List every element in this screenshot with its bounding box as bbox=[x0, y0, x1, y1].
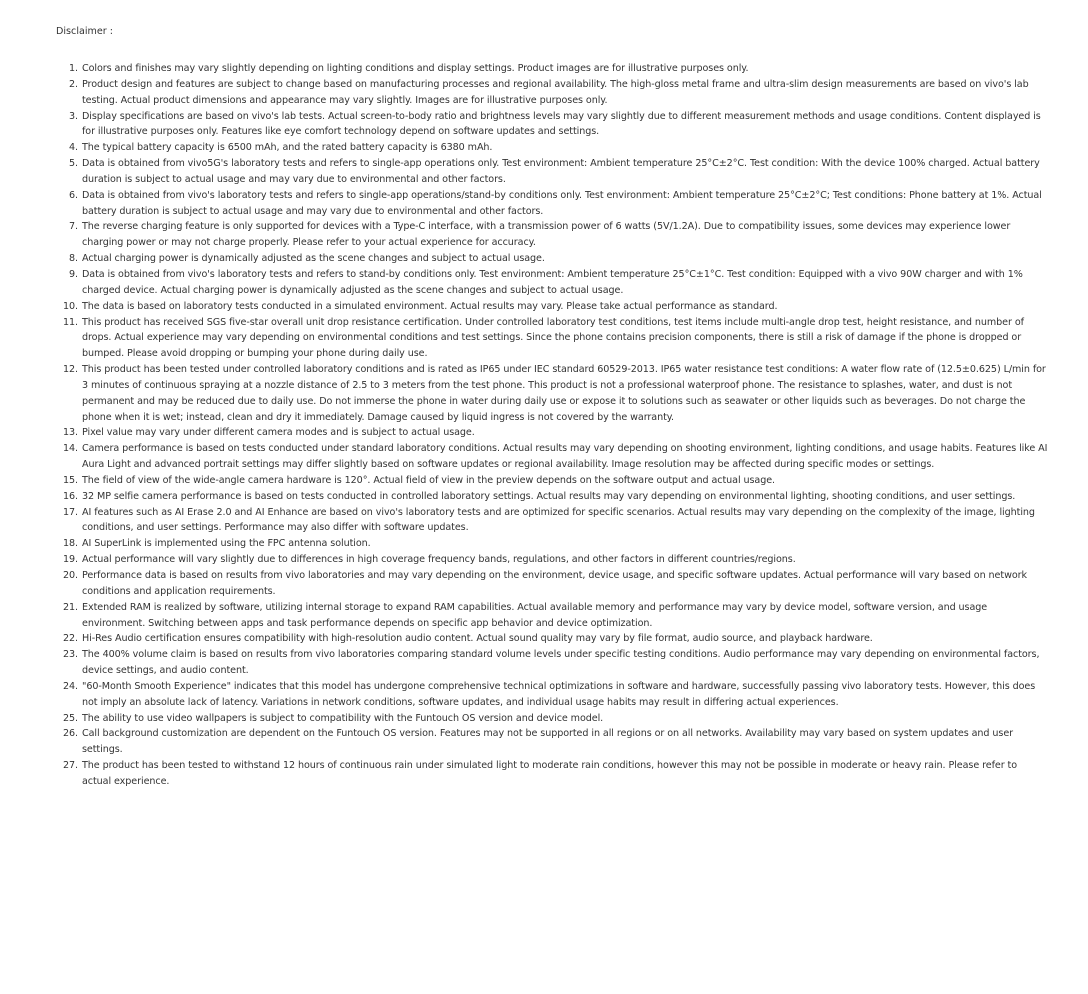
disclaimer-title: Disclaimer : bbox=[56, 26, 114, 37]
disclaimer-item-number: 3. bbox=[69, 110, 78, 122]
disclaimer-item-text: Actual performance will vary slightly due to differences in high coverage frequency bands, regulations, and other factors in different countries/regions. bbox=[82, 554, 796, 566]
disclaimer-item bbox=[56, 267, 1048, 299]
disclaimer-item-text: "60-Month Smooth Experience" indicates that this model has undergone comprehensive technical optimizations in software and hardware, successfully passing vivo laboratory tests. However, this does not imply an absolute lack of latency. Variations in network conditions, software updates, and individual usage habits may result in differing actual experiences. bbox=[82, 680, 1036, 708]
disclaimer-item-number: 1. bbox=[69, 63, 78, 74]
disclaimer-item-text: The data is based on laboratory tests conducted in a simulated environment. Actual results may vary. Please take actual performance as standard. bbox=[82, 300, 778, 312]
disclaimer-item-text: Hi-Res Audio certification ensures compatibility with high-resolution audio content. Actual sound quality may vary by file format, audio source, and playback hardware. bbox=[82, 633, 873, 645]
disclaimer-item bbox=[56, 473, 1048, 489]
disclaimer-item-number: 10. bbox=[62, 300, 78, 312]
disclaimer-item bbox=[56, 441, 1048, 473]
disclaimer-item-number: 21. bbox=[62, 601, 78, 613]
disclaimer-item-number: 5. bbox=[69, 158, 78, 170]
disclaimer-item-number: 7. bbox=[69, 221, 78, 233]
disclaimer-list bbox=[56, 61, 1048, 790]
disclaimer-item-text: Product design and features are subject to change based on manufacturing processes and regional availability. The high-gloss metal frame and ultra-slim design measurements are based on vivo's lab testing. Actual product dimensions and appearance may vary slightly. Images are for illustrative purposes only. bbox=[82, 78, 1029, 106]
disclaimer-item bbox=[56, 758, 1048, 790]
disclaimer-item-number: 17. bbox=[62, 506, 78, 518]
disclaimer-item-text: Call background customization are dependent on the Funtouch OS version. Features may not be supported in all regions or on all networks. Availability may vary based on system updates and user settings. bbox=[82, 728, 1014, 756]
disclaimer-item bbox=[56, 299, 1048, 315]
disclaimer-item-text: AI SuperLink is implemented using the FPC antenna solution. bbox=[82, 538, 371, 550]
disclaimer-item-number: 16. bbox=[62, 490, 78, 502]
disclaimer-item bbox=[56, 536, 1048, 552]
disclaimer-item-text: Data is obtained from vivo's laboratory tests and refers to single-app operations/stand-by conditions only. Test environment: Ambient temperature 25°C±2°C; Test conditions: Phone battery at 1%. Actual battery duration is subject to actual usage and may vary due to environmental and other factors. bbox=[82, 189, 1042, 217]
disclaimer-item bbox=[56, 631, 1048, 647]
disclaimer-item-number: 13. bbox=[62, 427, 78, 439]
disclaimer-item bbox=[56, 251, 1048, 267]
disclaimer-item bbox=[56, 568, 1048, 600]
disclaimer-item-number: 12. bbox=[62, 364, 78, 376]
disclaimer-item-text: AI features such as AI Erase 2.0 and AI Enhance are based on vivo's laboratory tests and are optimized for specific scenarios. Actual results may vary depending on the complexity of the image, lighting conditions, and user settings. Performance may also differ with software updates. bbox=[82, 506, 1035, 534]
disclaimer-item-text: Pixel value may vary under different camera modes and is subject to actual usage. bbox=[82, 427, 475, 439]
disclaimer-item-text: Data is obtained from vivo5G's laboratory tests and refers to single-app operations only. Test environment: Ambient temperature 25°C±2°C. Test condition: With the device 100% charged. Actual battery duration is subject to actual usage and may vary due to environmental and other factors. bbox=[82, 158, 1040, 185]
disclaimer-item-text: The reverse charging feature is only supported for devices with a Type-C interface, with a transmission power of 6 watts (5V/1.2A). Due to compatibility issues, some devices may experience lower charging power or may not charge properly. Please refer to your actual experience for accuracy. bbox=[82, 221, 1011, 249]
disclaimer-item-number: 24. bbox=[62, 680, 78, 692]
disclaimer-item-number: 8. bbox=[69, 253, 78, 265]
disclaimer-item-text: Colors and finishes may vary slightly depending on lighting conditions and display settings. Product images are for illustrative purposes only. bbox=[82, 63, 749, 74]
disclaimer-item-text: This product has been tested under controlled laboratory conditions and is rated as IP65 under IEC standard 60529-2013. IP65 water resistance test conditions: A water flow rate of (12.5±0.625) L/min for 3 minutes of continuous spraying at a nozzle distance of 2.5 to 3 meters from the test phone. This product is not a professional waterproof phone. The resistance to splashes, water, and dust is not permanent and may be reduced due to daily use. Do not immerse the phone in water during daily use or expose it to solutions such as seawater or other liquids such as beverages. Do not charge the phone when it is wet; instead, clean and dry it immediately. Damage caused by liquid ingress is not covered by the warranty. bbox=[82, 364, 1046, 423]
disclaimer-item bbox=[56, 362, 1048, 425]
disclaimer-item bbox=[56, 552, 1048, 568]
disclaimer-item-text: Display specifications are based on vivo's lab tests. Actual screen-to-body ratio and brightness levels may vary slightly due to different measurement methods and usage conditions. Content displayed is for illustrative purposes only. Features like eye comfort technology depend on software updates and settings. bbox=[82, 110, 1041, 138]
disclaimer-item-number: 14. bbox=[62, 443, 78, 455]
disclaimer-item bbox=[56, 188, 1048, 220]
disclaimer-item-text: This product has received SGS five-star overall unit drop resistance certification. Under controlled laboratory test conditions, test items include multi-angle drop test, height resistance, and number of drops. Actual experience may vary depending on environmental conditions and test settings. Since the phone contains precision components, there is still a risk of damage if the phone is dropped or bumped. Please avoid dropping or bumping your phone during daily use. bbox=[82, 316, 1024, 360]
disclaimer-item bbox=[56, 505, 1048, 537]
disclaimer-item-text: The ability to use video wallpapers is subject to compatibility with the Funtouch OS version and device model. bbox=[82, 712, 604, 724]
disclaimer-item-number: 11. bbox=[62, 316, 78, 328]
disclaimer-item-number: 23. bbox=[62, 649, 78, 661]
disclaimer-item-number: 4. bbox=[69, 142, 78, 154]
disclaimer-item bbox=[56, 679, 1048, 711]
disclaimer-item-number: 27. bbox=[62, 760, 78, 772]
disclaimer-item-number: 2. bbox=[69, 78, 78, 90]
disclaimer-item bbox=[56, 140, 1048, 156]
disclaimer-item-text: The typical battery capacity is 6500 mAh, and the rated battery capacity is 6380 mAh. bbox=[82, 142, 493, 154]
disclaimer-item-text: The field of view of the wide-angle camera hardware is 120°. Actual field of view in the preview depends on the software output and actual usage. bbox=[82, 474, 776, 486]
disclaimer-item bbox=[56, 219, 1048, 251]
disclaimer-item-text: 32 MP selfie camera performance is based on tests conducted in controlled laboratory settings. Actual results may vary depending on environmental lighting, shooting conditions, and user settings. bbox=[82, 490, 1016, 502]
disclaimer-item-number: 18. bbox=[62, 538, 78, 550]
disclaimer-item bbox=[56, 489, 1048, 505]
disclaimer-item bbox=[56, 77, 1048, 109]
disclaimer-item-number: 15. bbox=[62, 474, 78, 486]
disclaimer-item-text: The 400% volume claim is based on results from vivo laboratories comparing standard volume levels under specific testing conditions. Audio performance may vary depending on environmental factors, device settings, and audio content. bbox=[82, 649, 1040, 677]
disclaimer-item bbox=[56, 156, 1048, 188]
disclaimer-item-text: Performance data is based on results from vivo laboratories and may vary depending on the environment, device usage, and specific software updates. Actual performance will vary based on network conditions and application requirements. bbox=[82, 570, 1027, 597]
disclaimer-item-text: The product has been tested to withstand 12 hours of continuous rain under simulated light to moderate rain conditions, however this may not be possible in moderate or heavy rain. Please refer to actual experience. bbox=[82, 760, 1018, 787]
disclaimer-item-text: Actual charging power is dynamically adjusted as the scene changes and subject to actual usage. bbox=[82, 253, 545, 265]
disclaimer-item-number: 6. bbox=[69, 189, 78, 201]
disclaimer-item-number: 26. bbox=[62, 728, 78, 740]
disclaimer-item-number: 20. bbox=[62, 570, 78, 581]
disclaimer-item-text: Extended RAM is realized by software, utilizing internal storage to expand RAM capabilities. Actual available memory and performance may vary by device model, software version, and usage environment. Switching between apps and task performance depends on specific app behavior and device optimization. bbox=[82, 601, 988, 629]
disclaimer-item bbox=[56, 425, 1048, 441]
disclaimer-item-text: Data is obtained from vivo's laboratory tests and refers to stand-by conditions only. Test environment: Ambient temperature 25°C±1°C. Test condition: Equipped with a vivo 90W charger and with 1% charged device. Actual charging power is dynamically adjusted as the scene changes and subject to actual usage. bbox=[82, 268, 1023, 296]
disclaimer-item bbox=[56, 61, 1048, 77]
disclaimer-item bbox=[56, 711, 1048, 727]
disclaimer-item bbox=[56, 726, 1048, 758]
disclaimer-item bbox=[56, 315, 1048, 363]
disclaimer-item-number: 19. bbox=[62, 554, 78, 566]
disclaimer-item bbox=[56, 109, 1048, 141]
disclaimer-item-text: Camera performance is based on tests conducted under standard laboratory conditions. Actual results may vary depending on shooting environment, lighting conditions, and usage habits. Features like AI Aura Light and advanced portrait settings may differ slightly based on software updates or regional availability. Image resolution may be affected during specific modes or settings. bbox=[82, 443, 1048, 471]
disclaimer-item bbox=[56, 647, 1048, 679]
disclaimer-item-number: 25. bbox=[62, 712, 78, 724]
disclaimer-item-number: 22. bbox=[62, 633, 78, 645]
disclaimer-item-number: 9. bbox=[69, 268, 78, 280]
disclaimer-item bbox=[56, 600, 1048, 632]
